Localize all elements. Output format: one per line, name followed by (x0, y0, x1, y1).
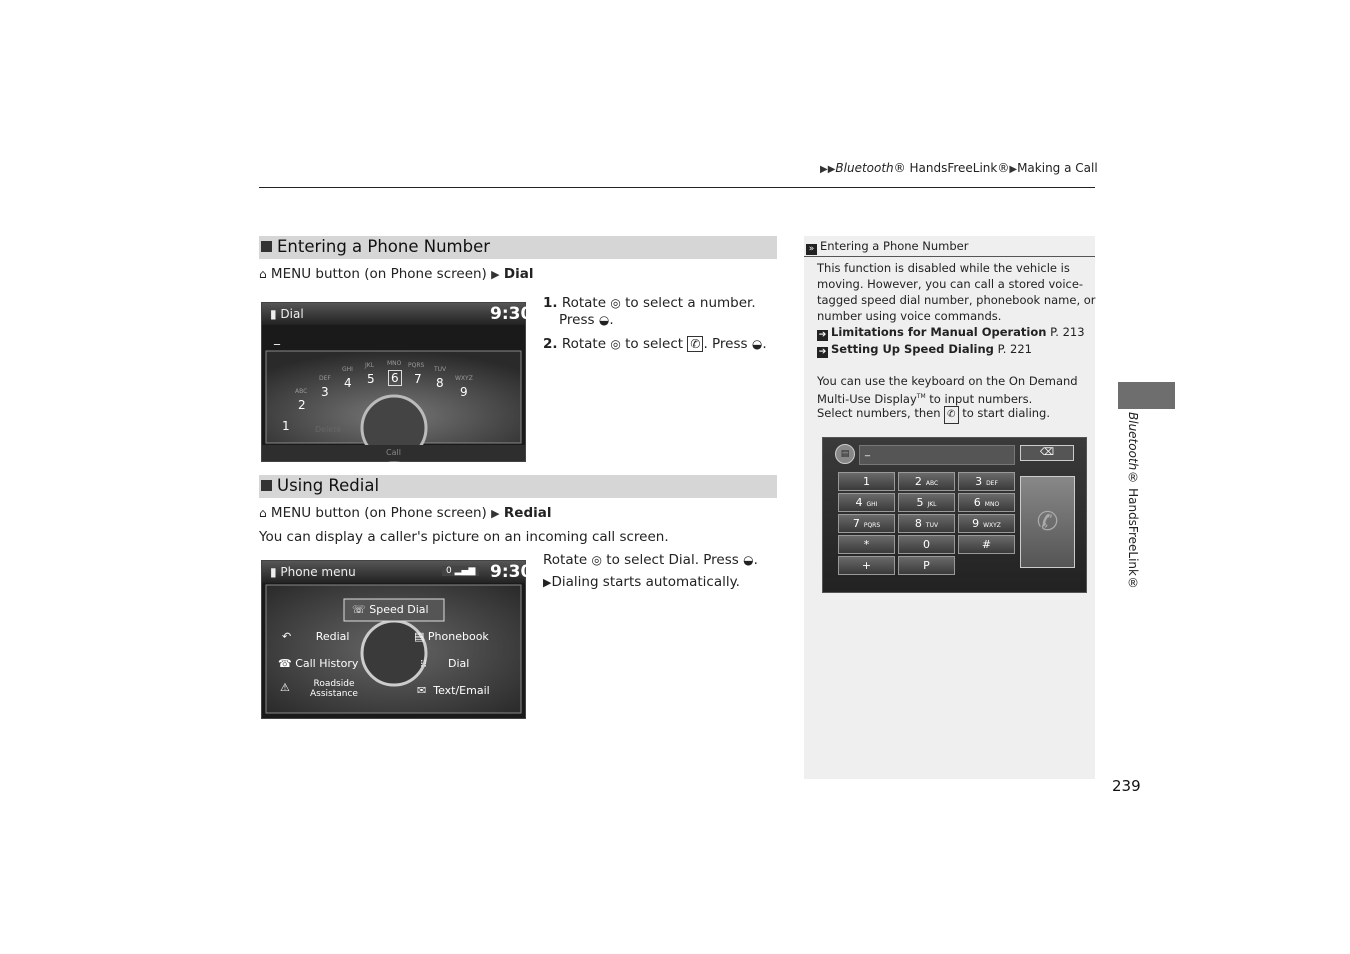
key-digit: 9 (972, 517, 980, 530)
call-handset-icon: ✆ (1036, 507, 1059, 537)
digit-1[interactable]: 1 (282, 419, 290, 433)
section-heading-entering (259, 236, 777, 259)
menu-button-icon: ⌂ (259, 267, 267, 281)
press-dial-icon: ◒ (751, 337, 763, 351)
key-letters: JKL (927, 501, 937, 508)
key-letters: DEF (986, 480, 998, 487)
phone-menu-screen (261, 560, 533, 719)
letters-tuv: TUV (434, 366, 447, 373)
menu-path-dial (259, 266, 533, 282)
key-digit: * (863, 538, 870, 551)
key-digit: 3 (975, 475, 983, 488)
letters-mno: MNO (387, 360, 402, 367)
roadside-icon: ⚠ (280, 681, 290, 694)
sidebar-line-1: This function is disabled while the vehicle is (817, 261, 1070, 275)
section-title: Using Redial (277, 476, 380, 495)
key-letters: MNO (984, 501, 1000, 508)
digit-8[interactable]: 8 (436, 376, 444, 390)
keypad-key[interactable] (898, 556, 955, 575)
keypad-screen (822, 437, 1087, 593)
phone-menu-time: 9:30 (490, 562, 533, 582)
keypad-key[interactable] (958, 514, 1015, 533)
dial-item[interactable]: ⁝⁝ Dial (420, 657, 470, 670)
call-icon: ✆ (687, 336, 703, 352)
dial-screen (261, 302, 533, 462)
interface-dial-icon: ◎ (610, 296, 621, 310)
xref-arrow-icon: ➔ (818, 330, 827, 340)
digit-3[interactable]: 3 (321, 385, 329, 399)
keypad-key[interactable] (838, 514, 895, 533)
menu-path-target: Dial (503, 266, 534, 282)
letters-abc: ABC (295, 388, 308, 395)
dial-call-label[interactable]: Call (386, 448, 401, 457)
phonebook-item[interactable]: ▤ Phonebook (414, 630, 489, 643)
step-2-text: to select (625, 336, 684, 352)
xref-limitations[interactable]: ➔ Limitations for Manual Operation P. 213 (818, 325, 1085, 340)
breadcrumb (820, 161, 1098, 175)
menu-path-target: Redial (503, 505, 552, 521)
key-digit: 0 (923, 538, 930, 551)
keypad-icon: ⁝⁝ (420, 657, 427, 670)
roadside-item[interactable]: Roadside Assistance (310, 679, 358, 699)
step-2-rotate: Rotate (561, 336, 607, 352)
section-heading-redial (259, 475, 777, 498)
key-letters: WXYZ (983, 522, 1001, 529)
step-1-text: to select a number. (625, 295, 756, 311)
call-history-icon: ☎ (278, 657, 292, 670)
sidebar-line-7: Select numbers, then ✆ to start dialing. (817, 405, 1050, 424)
note-icon: » (806, 244, 817, 255)
redial-step-text: to select Dial. Press (606, 552, 739, 568)
section-square-icon (261, 480, 272, 491)
interface-dial-icon: ◎ (591, 553, 602, 567)
keypad-key[interactable] (958, 493, 1015, 512)
menu-path-redial (259, 505, 551, 521)
chapter-tab (1118, 382, 1175, 409)
letters-pqrs: PQRS (408, 362, 425, 369)
digit-2[interactable]: 2 (298, 398, 306, 412)
key-digit: 4 (855, 496, 863, 509)
press-dial-icon: ◒ (743, 553, 754, 567)
key-digit: 1 (863, 475, 870, 488)
dial-time: 9:30 (490, 304, 533, 324)
step-1-press: Press ◒. (559, 312, 614, 328)
letters-wxyz: WXYZ (455, 375, 473, 382)
header-rule (259, 187, 1095, 188)
keypad-key[interactable] (838, 556, 895, 575)
keypad-key[interactable] (958, 535, 1015, 554)
page-number: 239 (1112, 777, 1141, 795)
redial-result (543, 574, 740, 590)
key-digit: P (923, 559, 930, 572)
digit-5[interactable]: 5 (367, 372, 375, 386)
keypad-key[interactable] (898, 535, 955, 554)
speed-dial-item[interactable]: ☏ Speed Dial (352, 603, 429, 616)
step-1-rotate: Rotate (561, 295, 607, 311)
breadcrumb-bluetooth: Bluetooth (835, 161, 894, 175)
menu-path-arrow: ▶ (491, 268, 500, 281)
step-1-press-label: Press (559, 312, 595, 328)
key-digit: 6 (973, 496, 981, 509)
menu-path-prefix: MENU button (on Phone screen) (270, 266, 487, 282)
dial-title: ▮ Dial (270, 307, 304, 321)
xref-speed-dialing[interactable]: ➔ Setting Up Speed Dialing P. 221 (818, 342, 1032, 357)
result-text: Dialing starts automatically. (551, 574, 740, 590)
key-digit: + (861, 559, 872, 572)
text-email-item[interactable]: ✉ Text/Email (417, 684, 490, 697)
section-title: Entering a Phone Number (277, 237, 491, 256)
redial-item[interactable]: ↶ Redial (282, 630, 350, 643)
step-2-num: 2. (543, 336, 558, 352)
envelope-icon: ✉ (417, 684, 427, 697)
breadcrumb-arrows: ▶▶ (820, 164, 836, 175)
redial-icon: ↶ (282, 630, 292, 643)
sidebar-line-6: Multi-Use Display™ to input numbers. (817, 391, 1033, 406)
menu-path-prefix: MENU button (on Phone screen) (270, 505, 487, 521)
step-2-press: . Press (703, 336, 748, 352)
interface-dial-icon: ◎ (610, 337, 621, 351)
keypad-key[interactable] (838, 493, 895, 512)
keypad-key[interactable] (958, 472, 1015, 491)
section-square-icon (261, 241, 272, 252)
letters-ghi: GHI (342, 366, 353, 373)
keypad-key[interactable] (898, 472, 955, 491)
letters-def: DEF (319, 375, 331, 382)
key-letters: ABC (925, 480, 939, 487)
breadcrumb-section: Making a Call (1017, 161, 1098, 175)
key-letters: PQRS (863, 522, 881, 529)
chapter-label (1120, 412, 1140, 590)
key-digit: 8 (914, 517, 922, 530)
home-icon[interactable]: ▤ (835, 444, 855, 464)
chapter-label-bluetooth: Bluetooth (1126, 412, 1140, 471)
key-letters: TUV (925, 522, 939, 529)
key-digit: 2 (914, 475, 922, 488)
sidebar-header (804, 236, 1095, 257)
dial-delete-label[interactable]: Delete (315, 425, 342, 434)
sidebar-line-5: You can use the keyboard on the On Demand (817, 374, 1078, 388)
key-digit: 7 (852, 517, 860, 530)
phone-menu-title: ▮ Phone menu (270, 565, 356, 579)
backspace-icon: ⌫ (1039, 447, 1055, 458)
call-history-item[interactable]: ☎ Call History (278, 657, 359, 670)
breadcrumb-handsfreelink: ® HandsFreeLink® (893, 161, 1010, 175)
signal-indicator: 0 ▂▄▆ (442, 566, 479, 576)
keypad-key[interactable] (898, 493, 955, 512)
letters-jkl: JKL (365, 362, 375, 369)
phonebook-icon: ▤ (414, 630, 425, 643)
digit-7[interactable]: 7 (414, 372, 422, 386)
dial-cursor: _ (274, 331, 280, 345)
step-2: 2. Rotate ◎ to select ✆ . Press ◒. (543, 336, 767, 352)
step-1-num: 1. (543, 295, 558, 311)
key-digit: # (981, 538, 992, 551)
sidebar-line-2: moving. However, you can call a stored voice- (817, 277, 1084, 291)
chapter-label-rest: ® HandsFreeLink® (1126, 470, 1140, 590)
keypad-key[interactable] (838, 472, 895, 491)
keypad-key[interactable] (838, 535, 895, 554)
key-digit: 5 (916, 496, 924, 509)
key-letters: GHI (866, 501, 878, 508)
keypad-key[interactable] (898, 514, 955, 533)
digit-9[interactable]: 9 (460, 385, 468, 399)
call-button[interactable] (1020, 476, 1075, 568)
backspace-button[interactable] (1020, 445, 1074, 461)
number-input[interactable]: _ (859, 445, 1015, 465)
press-dial-icon: ◒ (598, 313, 610, 327)
redial-rotate: Rotate (543, 552, 588, 568)
breadcrumb-arrow: ▶ (1009, 164, 1018, 175)
sidebar-line-4: number using voice commands. (817, 309, 1002, 323)
redial-step: Rotate ◎ to select Dial. Press ◒. (543, 552, 758, 568)
xref-arrow-icon: ➔ (818, 347, 827, 357)
digit-6-selected[interactable]: 6 (388, 370, 402, 386)
sidebar-header-text: Entering a Phone Number (820, 239, 969, 253)
redial-description: You can display a caller's picture on an incoming call screen. (259, 529, 669, 545)
menu-button-icon: ⌂ (259, 506, 267, 520)
digit-4[interactable]: 4 (344, 376, 352, 390)
result-arrow: ▶ (543, 576, 552, 589)
call-icon: ✆ (944, 406, 958, 424)
menu-path-arrow: ▶ (491, 507, 500, 520)
sidebar-line-3: tagged speed dial number, phonebook name, or (817, 293, 1096, 307)
step-1 (543, 295, 756, 311)
